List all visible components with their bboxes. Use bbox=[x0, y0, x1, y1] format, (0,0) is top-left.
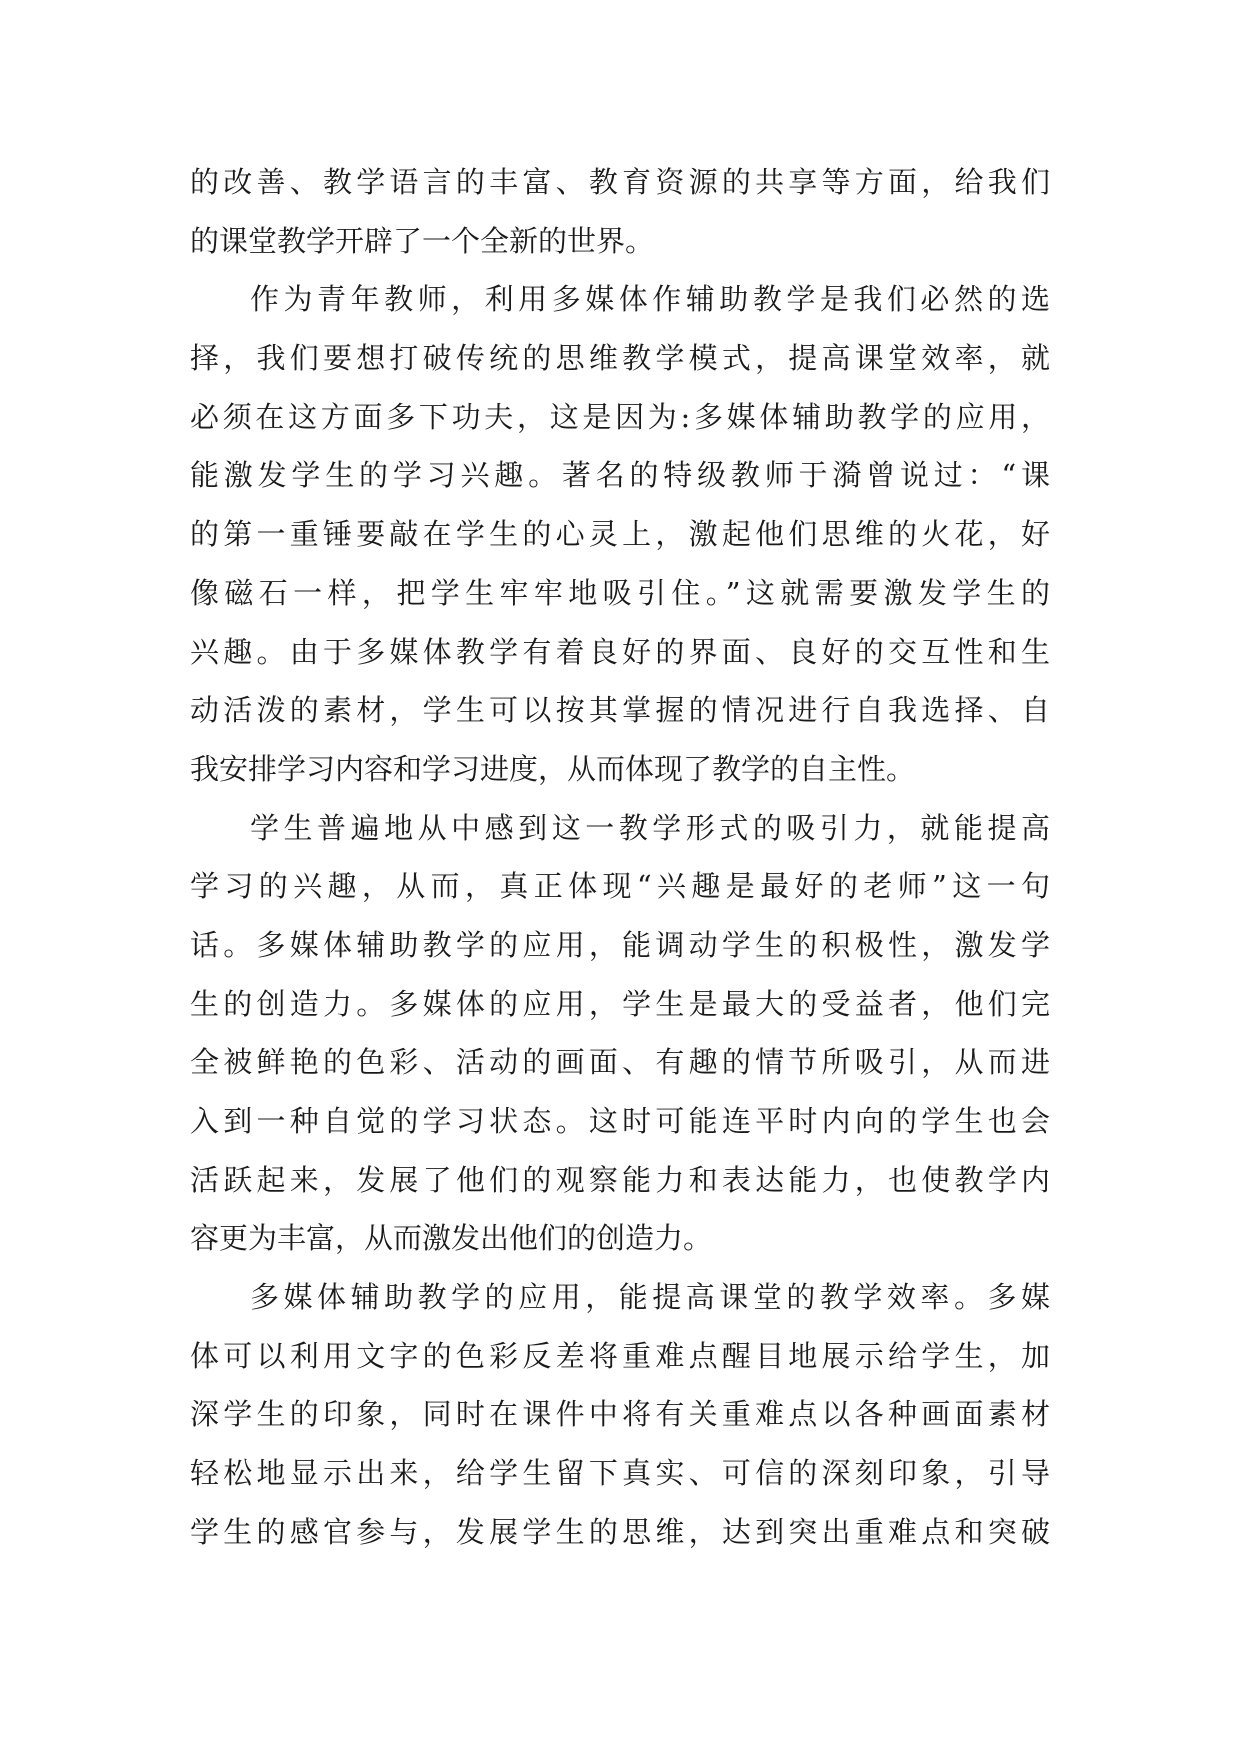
text-line: 能激发学生的学习兴趣。著名的特级教师于漪曾说过：“课 bbox=[190, 458, 1050, 493]
text-line: 动活泼的素材，学生可以按其掌握的情况进行自我选择、自 bbox=[190, 693, 1050, 728]
text-line: 话。多媒体辅助教学的应用，能调动学生的积极性，激发学 bbox=[190, 927, 1050, 962]
text-line: 轻松地显示出来，给学生留下真实、可信的深刻印象，引导 bbox=[190, 1456, 1050, 1491]
text-line: 深学生的印象，同时在课件中将有关重难点以各种画面素材 bbox=[190, 1397, 1050, 1432]
text-line: 容更为丰富，从而激发出他们的创造力。 bbox=[190, 1221, 713, 1256]
text-line: 的课堂教学开辟了一个全新的世界。 bbox=[190, 223, 655, 258]
text-line: 活跃起来，发展了他们的观察能力和表达能力，也使教学内 bbox=[190, 1162, 1050, 1197]
body-text bbox=[190, 153, 1050, 1562]
text-line: 全被鲜艳的色彩、活动的画面、有趣的情节所吸引，从而进 bbox=[190, 1045, 1050, 1080]
text-line: 学习的兴趣，从而，真正体现“兴趣是最好的老师”这一句 bbox=[190, 869, 1050, 904]
text-line: 我安排学习内容和学习进度，从而体现了教学的自主性。 bbox=[190, 751, 916, 786]
text-line: 兴趣。由于多媒体教学有着良好的界面、良好的交互性和生 bbox=[190, 634, 1050, 669]
text-line: 择，我们要想打破传统的思维教学模式，提高课堂效率，就 bbox=[190, 341, 1050, 376]
text-line: 作为青年教师，利用多媒体作辅助教学是我们必然的选 bbox=[250, 282, 1050, 317]
text-line: 像磁石一样，把学生牢牢地吸引住。”这就需要激发学生的 bbox=[190, 575, 1050, 610]
text-line: 学生普遍地从中感到这一教学形式的吸引力，就能提高 bbox=[250, 810, 1050, 845]
text-line: 学生的感官参与，发展学生的思维，达到突出重难点和突破 bbox=[190, 1514, 1050, 1549]
text-line: 生的创造力。多媒体的应用，学生是最大的受益者，他们完 bbox=[190, 986, 1050, 1021]
text-line: 的第一重锤要敲在学生的心灵上，激起他们思维的火花，好 bbox=[190, 517, 1050, 552]
text-line: 入到一种自觉的学习状态。这时可能连平时内向的学生也会 bbox=[190, 1104, 1050, 1138]
text-line: 体可以利用文字的色彩反差将重难点醒目地展示给学生，加 bbox=[190, 1338, 1050, 1373]
text-line: 必须在这方面多下功夫，这是因为:多媒体辅助教学的应用， bbox=[190, 399, 1050, 434]
text-line: 的改善、教学语言的丰富、教育资源的共享等方面，给我们 bbox=[190, 165, 1050, 199]
text-line: 多媒体辅助教学的应用，能提高课堂的教学效率。多媒 bbox=[250, 1280, 1050, 1315]
